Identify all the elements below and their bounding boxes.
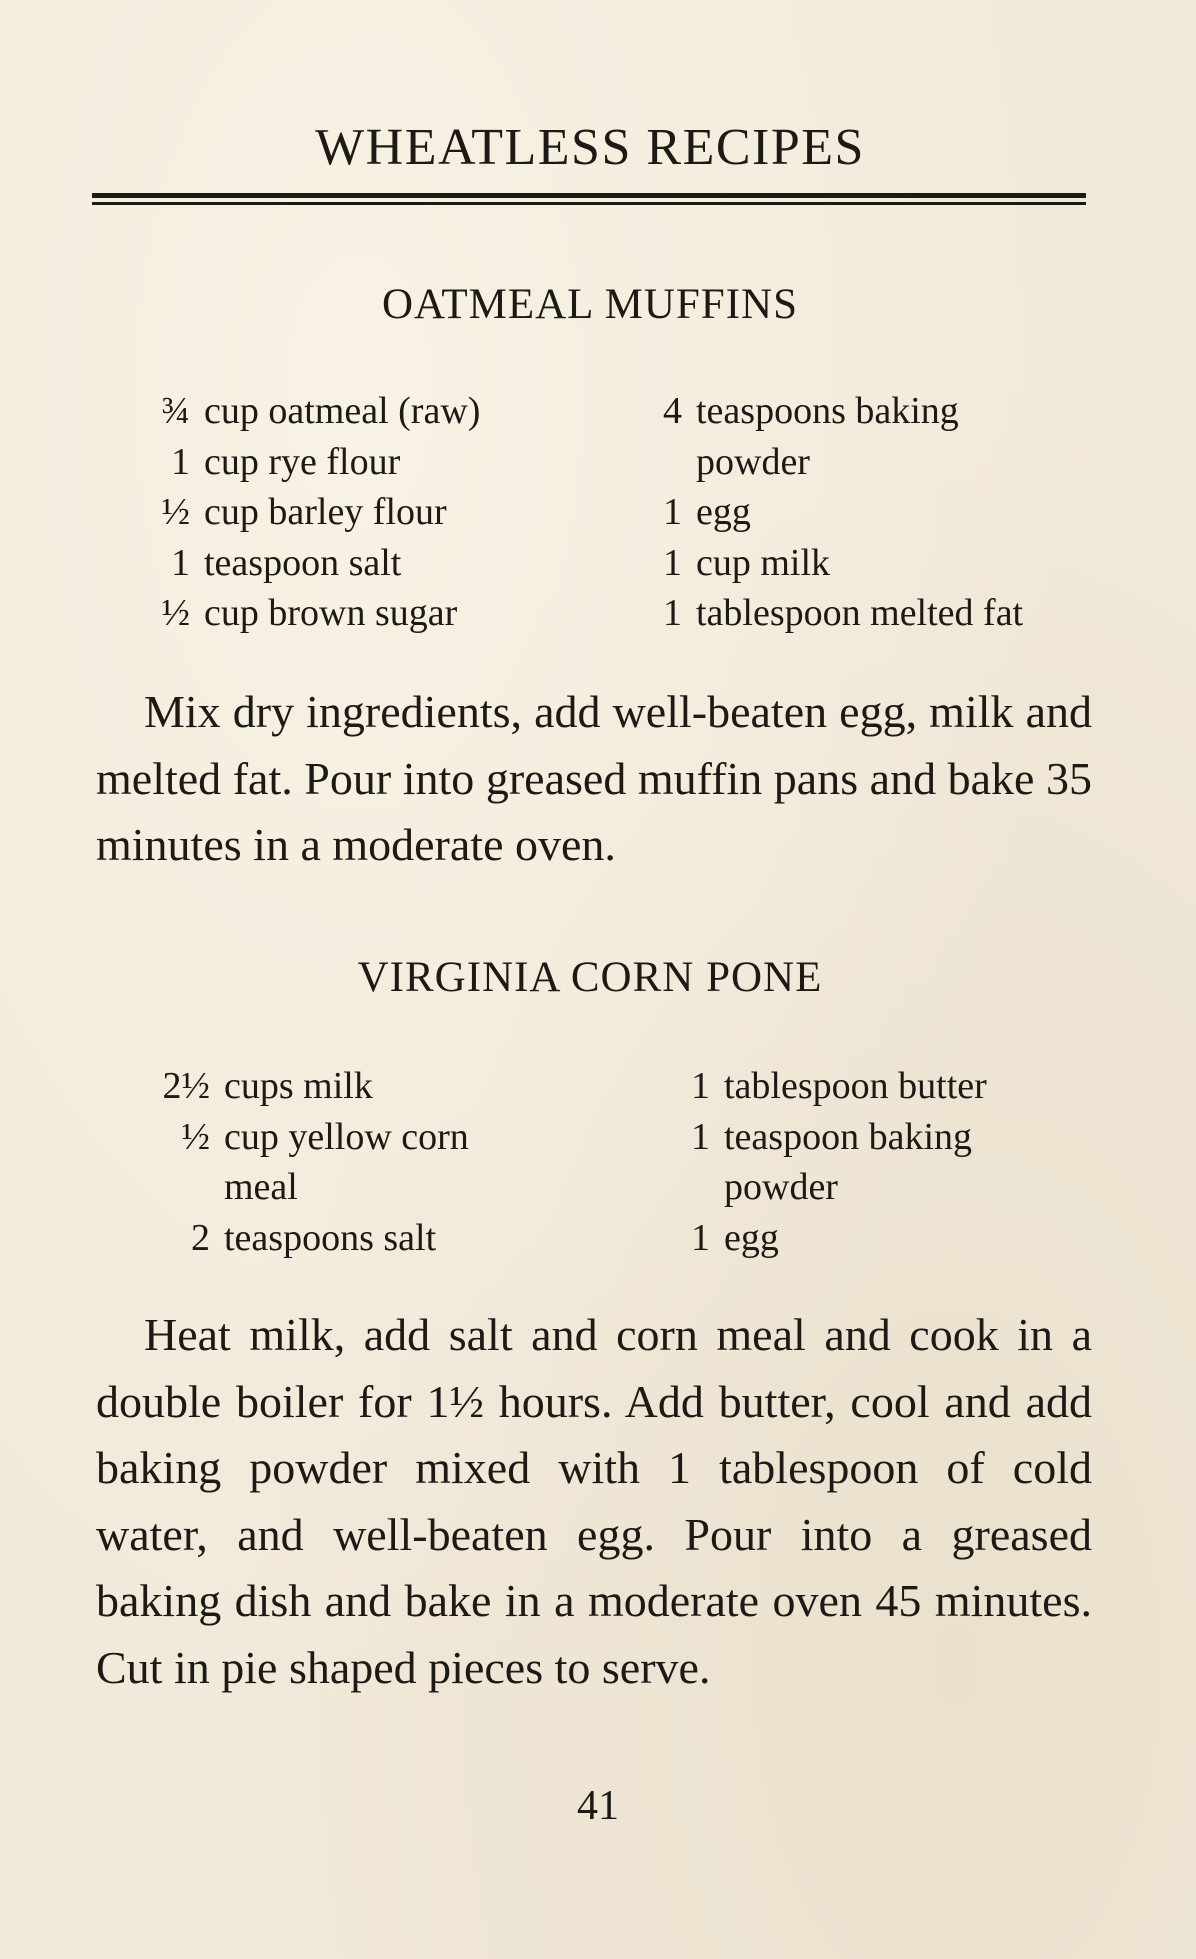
ingredient-item: tablespoon melted fat xyxy=(696,592,1024,634)
ingredient-qty: 1 xyxy=(691,1065,710,1107)
ingredient-item: powder xyxy=(696,440,810,483)
ingredient-line xyxy=(660,487,1023,538)
ingredient-item: meal xyxy=(224,1166,298,1208)
ingredient-line xyxy=(140,1162,469,1213)
ingredients-left-oatmeal-muffins xyxy=(140,386,480,639)
ingredient-qty: 1 xyxy=(691,1115,710,1158)
header-rule-thick xyxy=(92,193,1086,198)
ingredient-item: cup rye flour xyxy=(204,440,401,483)
ingredient-item: cup milk xyxy=(696,541,831,584)
ingredient-item: cup brown sugar xyxy=(204,592,458,634)
ingredient-line xyxy=(660,386,1023,437)
ingredient-line xyxy=(680,1213,987,1264)
ingredient-line xyxy=(660,588,1023,639)
ingredient-qty: 1 xyxy=(691,1216,710,1259)
ingredients-left-virginia-corn-pone xyxy=(140,1061,469,1263)
ingredient-qty: 1 xyxy=(663,491,682,533)
recipe-title-virginia-corn-pone: VIRGINIA CORN PONE xyxy=(357,954,823,1001)
ingredient-item: teaspoons baking xyxy=(696,390,959,432)
recipe-title-oatmeal-muffins: OATMEAL MUFFINS xyxy=(382,281,798,328)
ingredient-qty: 4 xyxy=(663,390,682,432)
directions-virginia-corn-pone: Heat milk, add salt and corn meal and cook in a double boiler for 1½ hours. Add butter, cool and add baking powder mixed with 1 tablespoon of cold water, and well-beaten egg. Pour into a greased baking dish and bake in a moderate oven 45 minutes. Cut in pie shaped pieces to serve. xyxy=(96,1309,1092,1693)
directions-oatmeal-muffins: Mix dry ingredients, add well-beaten egg, milk and melted fat. Pour into greased muffin pans and bake 35 minutes in a moderate oven. xyxy=(96,686,1092,870)
ingredient-item: teaspoons salt xyxy=(224,1216,437,1259)
ingredient-line xyxy=(140,487,480,538)
ingredient-qty: 2 xyxy=(191,1216,210,1259)
ingredient-item: egg xyxy=(724,1216,779,1259)
ingredient-item: cup yellow corn xyxy=(224,1115,469,1158)
page-number: 41 xyxy=(577,1783,619,1829)
header-rule-thin xyxy=(92,202,1086,205)
ingredient-qty: ½ xyxy=(161,491,190,533)
ingredient-qty: 1 xyxy=(171,541,190,584)
ingredient-qty: ½ xyxy=(161,592,190,634)
ingredient-line xyxy=(140,437,480,488)
ingredient-item: tablespoon butter xyxy=(724,1065,987,1107)
ingredient-line xyxy=(140,386,480,437)
ingredient-item: teaspoon salt xyxy=(204,541,402,584)
ingredient-item: cup oatmeal (raw) xyxy=(204,390,481,432)
ingredient-item: cups milk xyxy=(224,1065,373,1107)
ingredient-qty: ½ xyxy=(181,1115,210,1158)
ingredient-line xyxy=(660,538,1023,589)
ingredient-line xyxy=(140,1061,469,1112)
ingredient-item: powder xyxy=(724,1166,838,1208)
ingredient-line xyxy=(140,1213,469,1264)
running-head: WHEATLESS RECIPES xyxy=(315,119,865,176)
ingredient-qty: 2½ xyxy=(162,1065,210,1107)
ingredient-line xyxy=(140,588,480,639)
ingredient-line xyxy=(140,538,480,589)
ingredients-right-virginia-corn-pone xyxy=(680,1061,987,1263)
ingredient-qty: 1 xyxy=(171,440,190,483)
ingredient-qty: 1 xyxy=(663,541,682,584)
ingredients-right-oatmeal-muffins xyxy=(660,386,1023,639)
ingredient-line xyxy=(660,437,1023,488)
ingredient-line xyxy=(680,1061,987,1112)
ingredient-line xyxy=(680,1112,987,1163)
ingredient-item: egg xyxy=(696,491,751,533)
ingredient-qty: 1 xyxy=(663,592,682,634)
ingredient-line xyxy=(680,1162,987,1213)
ingredient-item: cup barley flour xyxy=(204,491,447,533)
ingredient-qty: ¾ xyxy=(161,390,190,432)
ingredient-line xyxy=(140,1112,469,1163)
ingredient-item: teaspoon baking xyxy=(724,1115,973,1158)
